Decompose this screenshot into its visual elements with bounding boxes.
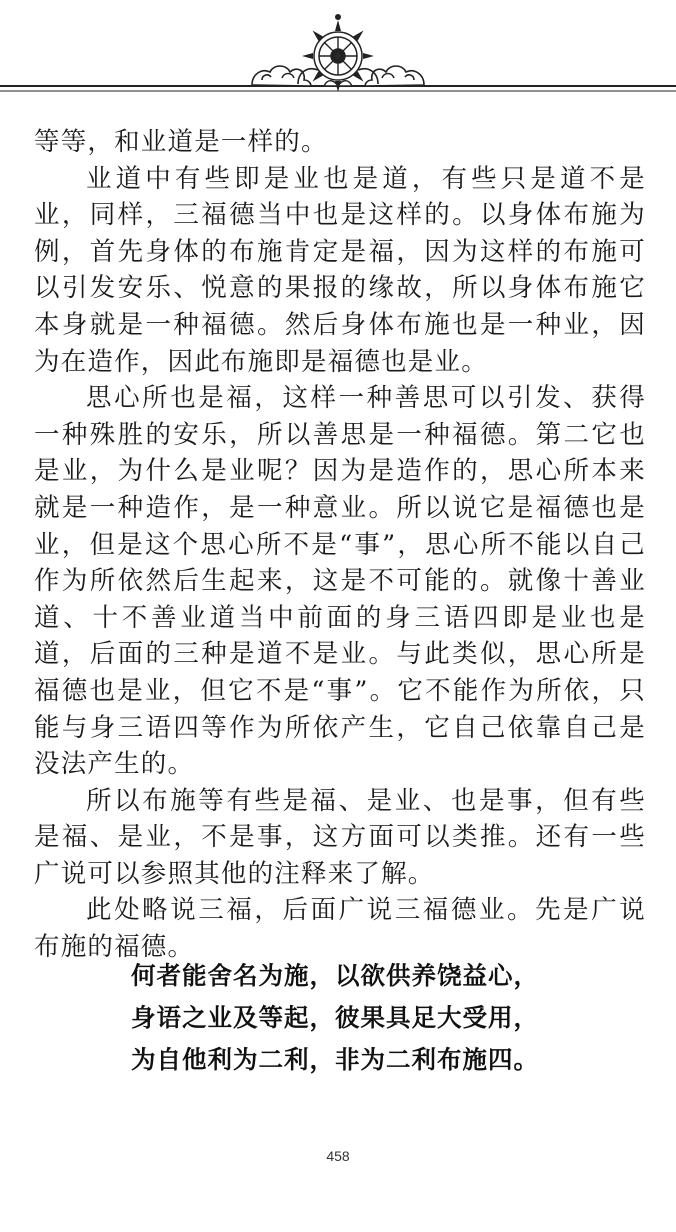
paragraph: 思心所也是福，这样一种善思可以引发、获得一种殊胜的安乐，所以善思是一种福德。第二它也是业，为什么是业呢？因为是造作的，思心所本来就是一种造作，是一种意业。所以说它是福德也是业，但是这个思心所不是“事”，思心所不能以自己作为所依然后生起来，这是不可能的。就像十善业道、十不善业道当中前面的身三语四即是业也是道，后面的三种是道不是业。与此类似，思心所是福德也是业，但它不是“事”。它不能作为所依，只能与身三语四等作为所依产生，它自己依靠自己是没法产生的。 bbox=[34, 383, 646, 780]
verse-line: 为自他利为二利，非为二利布施四。 bbox=[131, 1045, 539, 1074]
paragraph: 等等，和业道是一样的。 bbox=[34, 127, 328, 157]
paragraph: 所以布施等有些是福、是业、也是事，但有些是福、是业，不是事，这方面可以类推。还有一些广说可以参照其他的注释来了解。 bbox=[34, 785, 646, 889]
page-header-ornament bbox=[0, 0, 676, 110]
body-text bbox=[34, 124, 646, 966]
verse-line: 何者能舍名为施，以欲供养饶益心， bbox=[131, 961, 539, 990]
dharma-wheel-icon bbox=[0, 0, 676, 110]
verse-line: 身语之业及等起，彼果具足大受用， bbox=[131, 1003, 539, 1032]
paragraph: 此处略说三福，后面广说三福德业。先是广说布施的福德。 bbox=[34, 895, 646, 963]
paragraph: 业道中有些即是业也是道，有些只是道不是业，同样，三福德当中也是这样的。以身体布施为例，首先身体的布施肯定是福，因为这样的布施可以引发安乐、悦意的果报的缘故，所以身体布施它本身就是一种福德。然后身体布施也是一种业，因为在造作，因此布施即是福德也是业。 bbox=[34, 163, 646, 377]
verse-block bbox=[131, 955, 631, 1081]
page-number: 458 bbox=[326, 1148, 350, 1164]
